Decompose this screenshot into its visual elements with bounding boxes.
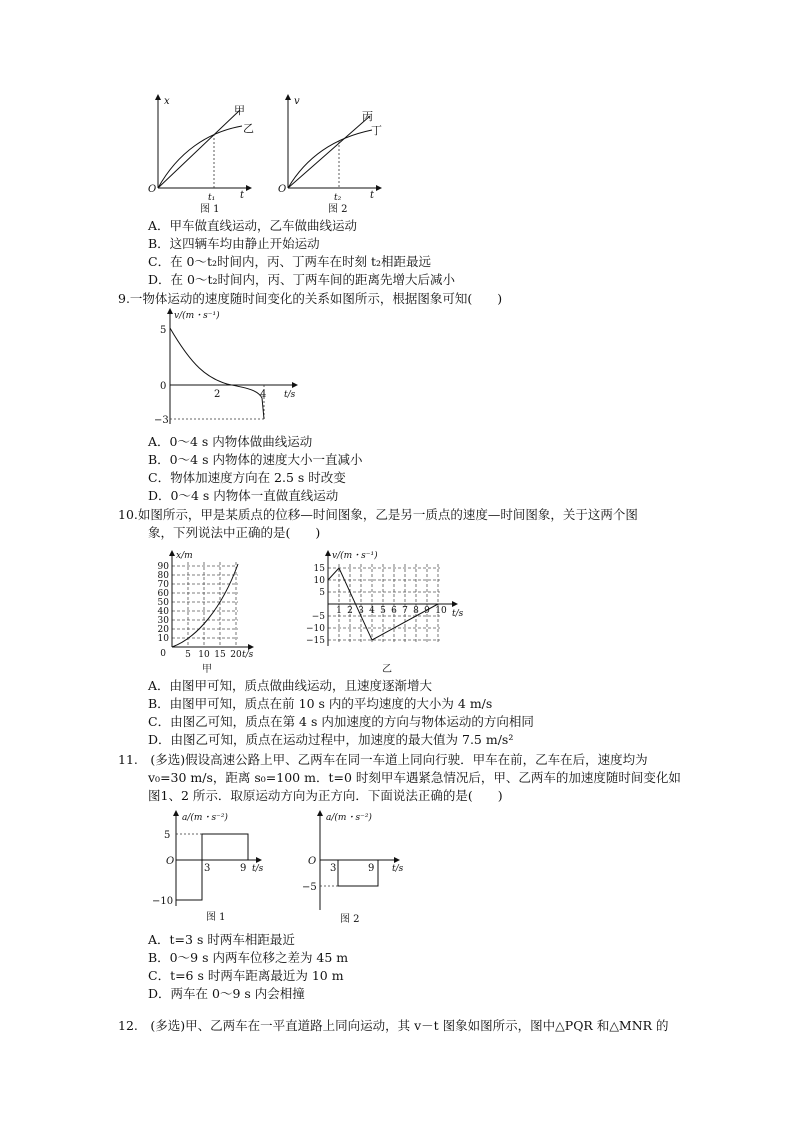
q8-fig1-y-label: x [164,96,170,107]
q11-fig1-x-tick-3: 3 [204,863,211,874]
q11-fig2-y-label: a/(m・s⁻²) [326,813,372,823]
q9-x-tick-4: 4 [260,389,267,400]
q11-fig1-y-tick-neg10: −10 [152,896,174,907]
q11-fig1-caption: 图 1 [206,912,226,923]
q8-fig1-origin: O [148,184,157,195]
q11-fig2-y-tick-neg5: −5 [302,882,317,893]
q10-figure-yi [308,546,478,676]
q11-fig2-x-tick-3: 3 [330,863,337,874]
q11-stem-line3: 图1、2 所示．取原运动方向为正方向．下面说法正确的是( ) [148,788,503,803]
q8-fig2-caption: 图 2 [328,204,348,215]
q10-yi-y-tick: −10 [306,624,325,634]
q10-yi-x-tick: 5 [380,606,386,616]
q10-yi-x-tick: 9 [424,606,430,616]
q8-fig2-x-label: t [370,190,375,201]
q8-fig1-label-jia: 甲 [234,104,245,117]
q9-x-tick-2: 2 [214,389,221,400]
q8-fig1-label-yi: 乙 [243,122,254,135]
q10-yi-x-tick: 1 [336,606,342,616]
q9-y-tick-5: 5 [160,325,167,336]
q10-yi-x-tick: 8 [413,606,419,616]
q8-fig2-line-bing [288,116,370,188]
q10-option-c: C．由图乙可知，质点在第 4 s 内加速度的方向与物体运动的方向相同 [148,714,534,729]
q8-option-b: B．这四辆车均由静止开始运动 [148,236,320,251]
q11-fig1-y-tick-5: 5 [164,830,171,841]
q11-figure-1 [152,808,282,926]
q10-yi-y-tick: −15 [306,636,325,646]
q8-fig2-label-bing: 丙 [362,110,373,123]
q8-fig2-tick: t₂ [334,193,342,203]
q9-option-c: C．物体加速度方向在 2.5 s 时改变 [148,470,346,485]
q11-fig1-x-tick-9: 9 [240,863,247,874]
q9-option-d: D．0～4 s 内物体一直做直线运动 [148,488,339,503]
q10-jia-y-tick: 60 [157,589,169,599]
q10-jia-curve [172,564,238,647]
q10-jia-y-label: x/m [176,551,193,561]
q10-yi-y-tick: −5 [311,612,325,622]
q10-yi-y-tick: 15 [313,564,325,574]
q8-figure-1 [148,92,258,214]
q11-fig2-caption: 图 2 [340,914,360,925]
q10-yi-y-tick: 10 [313,576,325,586]
q9-y-tick-neg3: −3 [154,415,169,426]
q11-fig1-y-label: a/(m・s⁻²) [182,813,228,823]
q11-option-a: A．t=3 s 时两车相距最近 [148,932,295,947]
q10-option-d: D．由图乙可知，质点在运动过程中，加速度的最大值为 7.5 m/s² [148,732,514,747]
q8-fig2-origin: O [278,184,287,195]
q10-jia-x-tick: 15 [214,650,226,660]
q9-x-label: t/s [284,390,296,400]
q10-jia-y-tick: 70 [157,580,169,590]
q10-stem-line1: 10.如图所示，甲是某质点的位移—时间图象，乙是另一质点的速度—时间图象，关于这两个图 [118,507,638,522]
q10-yi-x-tick: 3 [358,606,364,616]
q10-jia-y-tick: 0 [160,649,166,659]
q8-option-d: D．在 0～t₂时间内，丙、丁两车间的距离先增大后减小 [148,272,455,287]
q10-yi-x-tick: 6 [391,606,397,616]
q11-fig1-accel-line [176,834,248,900]
q9-y-tick-0: 0 [160,381,167,392]
q10-yi-x-tick: 7 [402,606,408,616]
q11-option-d: D．两车在 0～9 s 内会相撞 [148,986,305,1001]
q10-jia-x-tick: 20 [230,650,242,660]
q8-fig1-tick: t₁ [208,193,216,203]
q11-option-c: C．t=6 s 时两车距离最近为 10 m [148,968,344,983]
q11-fig2-x-label: t/s [392,864,404,874]
q11-stem-line1: 11. (多选)假设高速公路上甲、乙两车在同一车道上同向行驶．甲车在前，乙车在后，速度均为 [118,752,648,767]
q10-option-b: B．由图甲可知，质点在前 10 s 内的平均速度的大小为 4 m/s [148,696,493,711]
q10-jia-y-tick: 10 [157,634,169,644]
q8-fig1-curve-yi [158,126,242,188]
q8-option-c: C．在 0～t₂时间内，丙、丁两车在时刻 t₂相距最远 [148,254,432,269]
q9-option-a: A．0～4 s 内物体做曲线运动 [148,434,313,449]
q9-stem: 9.一物体运动的速度随时间变化的关系如图所示，根据图象可知( ) [118,291,503,306]
q10-yi-x-label: t/s [452,609,464,619]
q9-figure [152,306,312,430]
q10-jia-x-tick: 10 [198,650,210,660]
q11-fig2-origin: O [308,856,317,867]
q10-jia-x-label: t/s [242,650,254,660]
q9-velocity-curve [170,328,267,419]
q8-fig1-caption: 图 1 [200,204,220,215]
q8-fig1-line-jia [158,110,240,188]
q12-stem: 12. (多选)甲、乙两车在一平直道路上同向运动，其 v－t 图象如图所示，图中△PQR 和△MNR 的 [118,1018,669,1033]
q8-fig2-curve-ding [288,130,372,188]
q10-yi-y-tick: 5 [319,588,325,598]
q10-stem-line2: 象，下列说法中正确的是( ) [148,525,321,540]
q10-jia-y-tick: 30 [157,616,169,626]
q8-fig1-x-label: t [240,190,245,201]
q9-option-b: B．0～4 s 内物体的速度大小一直减小 [148,452,363,467]
q10-option-a: A．由图甲可知，质点做曲线运动，且速度逐渐增大 [148,678,433,693]
q10-yi-x-tick: 4 [369,606,375,616]
q8-fig2-label-ding: 丁 [371,124,382,137]
q10-jia-caption: 甲 [202,664,212,675]
q10-jia-y-tick: 50 [157,598,169,608]
q10-figure-jia [152,548,262,676]
q10-jia-y-tick: 20 [157,625,169,635]
q11-stem-line2: v₀=30 m/s，距离 s₀=100 m．t=0 时刻甲车遇紧急情况后，甲、乙两车的加速度随时间变化如 [148,770,681,785]
q10-jia-y-tick: 90 [157,562,169,572]
q8-figure-2 [278,92,388,214]
q11-fig1-x-label: t/s [252,864,264,874]
q11-option-b: B．0～9 s 内两车位移之差为 45 m [148,950,349,965]
q10-yi-y-label: v/(m・s⁻¹) [332,551,378,561]
q8-fig2-y-label: v [294,96,300,107]
q8-option-a: A．甲车做直线运动，乙车做曲线运动 [148,218,358,233]
q10-jia-x-tick: 5 [185,650,191,660]
q11-fig2-x-tick-9: 9 [368,863,375,874]
q11-figure-2 [298,808,428,926]
q11-fig1-origin: O [166,856,175,867]
q10-yi-caption: 乙 [382,664,392,675]
q10-jia-y-tick: 40 [157,607,169,617]
q10-jia-y-tick: 80 [157,571,169,581]
q10-yi-x-tick: 2 [347,606,353,616]
q9-y-label: v/(m・s⁻¹) [174,311,220,321]
q10-yi-x-tick: 10 [435,606,447,616]
